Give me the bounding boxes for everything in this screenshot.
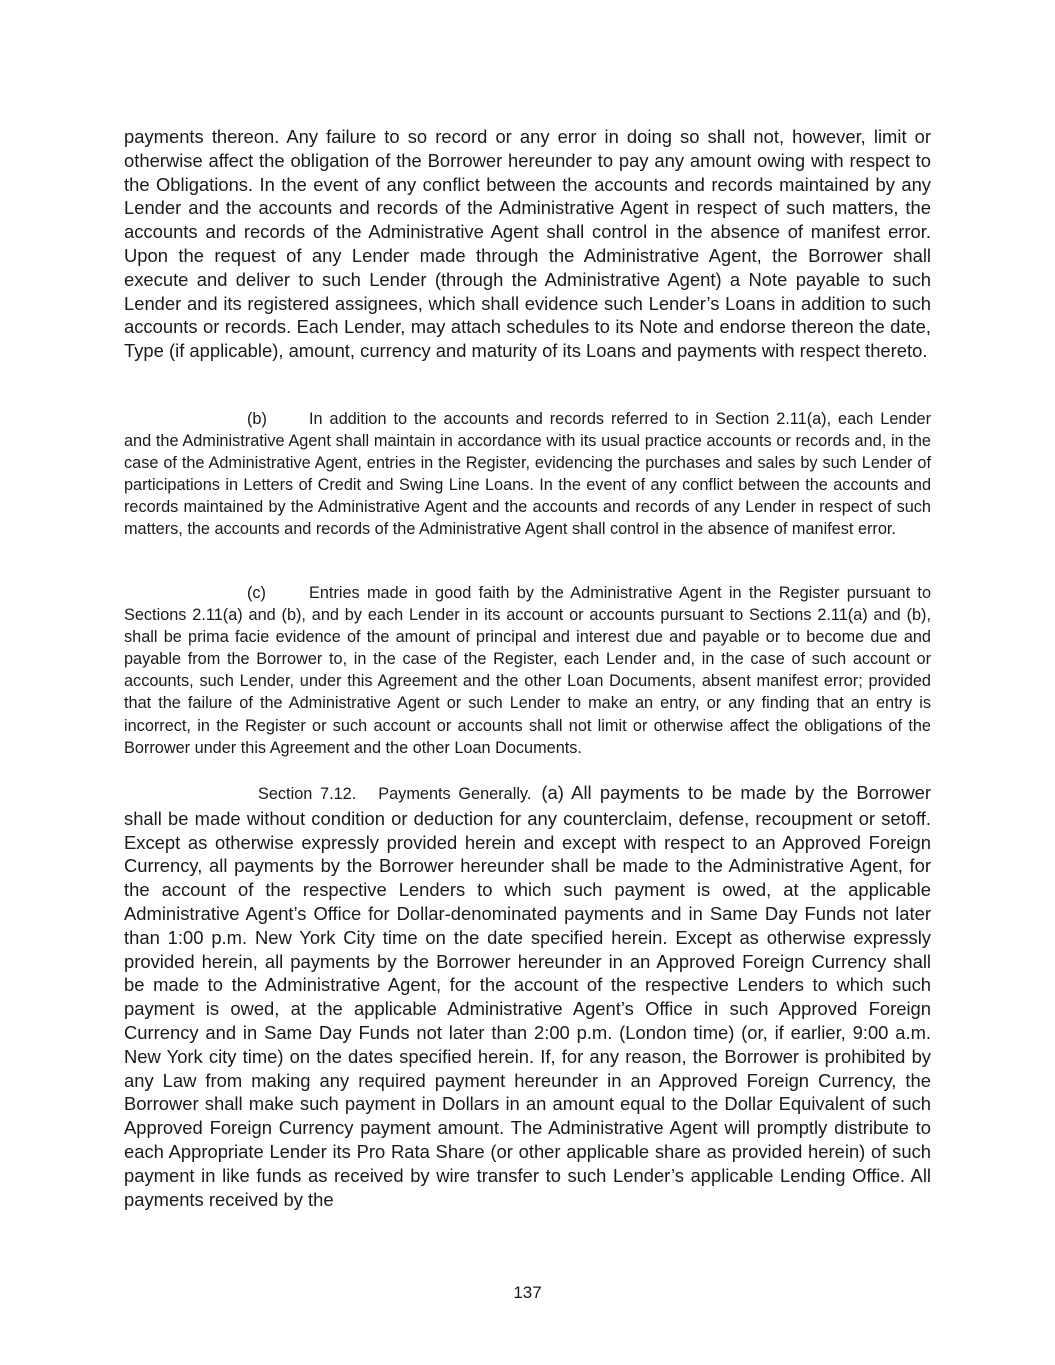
subsection-b-label: (b) [247,410,267,428]
section-number: Section 7.12. [258,785,357,803]
subsection-c-paragraph [124,582,931,759]
page-number: 137 [513,1283,542,1302]
subsection-b-paragraph [124,408,931,541]
section-7-12-paragraph [124,781,931,1211]
section-text: (a) All payments to be made by the Borrower shall be made without condition or deduction for any counterclaim, defense, recoupment or setoff. Except as otherwise expressly provided herein and except with respect to an Approved Foreign Currency, all payments by the Borrower hereunder shall be made to the Administrative Agent, for the account of the respective Lenders to which such payment is owed, at the applicable Administrative Agent’s Office for Dollar-denominated payments and in Same Day Funds not later than 1:00 p.m. New York City time on the date specified herein. Except as otherwise expressly provided herein, all payments by the Borrower hereunder in an Approved Foreign Currency shall be made to the Administrative Agent, for the account of the respective Lenders to which such payment is owed, at the applicable Administrative Agent’s Office in such Approved Foreign Currency and in Same Day Funds not later than 2:00 p.m. (London time) (or, if earlier, 9:00 a.m. New York city time) on the dates specified herein. If, for any reason, the Borrower is prohibited by any Law from making any required payment hereunder in an Approved Foreign Currency, the Borrower shall make such payment in Dollars in an amount equal to the Dollar Equivalent of such Approved Foreign Currency payment amount. The Administrative Agent will promptly distribute to each Appropriate Lender its Pro Rata Share (or other applicable share as provided herein) of such payment in like funds as received by wire transfer to such Lender’s applicable Lending Office. All payments received by the [124,782,931,1210]
continuation-paragraph: payments thereon. Any failure to so record or any error in doing so shall not, however, limit or otherwise affect the obligation of the Borrower hereunder to pay any amount owing with respect to the Obligations. In the event of any conflict between the accounts and records maintained by any Lender and the accounts and records of the Administrative Agent in respect of such matters, the accounts and records of the Administrative Agent shall control in the absence of manifest error. Upon the request of any Lender made through the Administrative Agent, the Borrower shall execute and deliver to such Lender (through the Administrative Agent) a Note payable to such Lender and its registered assignees, which shall evidence such Lender’s Loans in addition to such accounts or records. Each Lender, may attach schedules to its Note and endorse thereon the date, Type (if applicable), amount, currency and maturity of its Loans and payments with respect thereto. [124,126,931,362]
subsection-b-text: In addition to the accounts and records referred to in Section 2.11(a), each Lender and the Administrative Agent shall maintain in accordance with its usual practice accounts or records and, in the case of the Administrative Agent, entries in the Register, evidencing the purchases and sales by such Lender of participations in Letters of Credit and Swing Line Loans. In the event of any conflict between the accounts and records maintained by the Administrative Agent and the accounts and records of any Lender in respect of such matters, the accounts and records of the Administrative Agent shall control in the absence of manifest error. [124,410,931,539]
subsection-c-label: (c) [247,584,266,602]
subsection-c-text: Entries made in good faith by the Administrative Agent in the Register pursuant to Sections 2.11(a) and (b), and by each Lender in its account or accounts pursuant to Sections 2.11(a) and (b), shall be prima facie evidence of the amount of principal and interest due and payable or to become due and payable from the Borrower to, in the case of the Register, each Lender and, in the case of such account or accounts, such Lender, under this Agreement and the other Loan Documents, absent manifest error; provided that the failure of the Administrative Agent or such Lender to make an entry, or any finding that an entry is incorrect, in the Register or such account or accounts shall not limit or otherwise affect the obligations of the Borrower under this Agreement and the other Loan Documents. [124,584,931,757]
section-title: Payments Generally. [378,785,532,803]
